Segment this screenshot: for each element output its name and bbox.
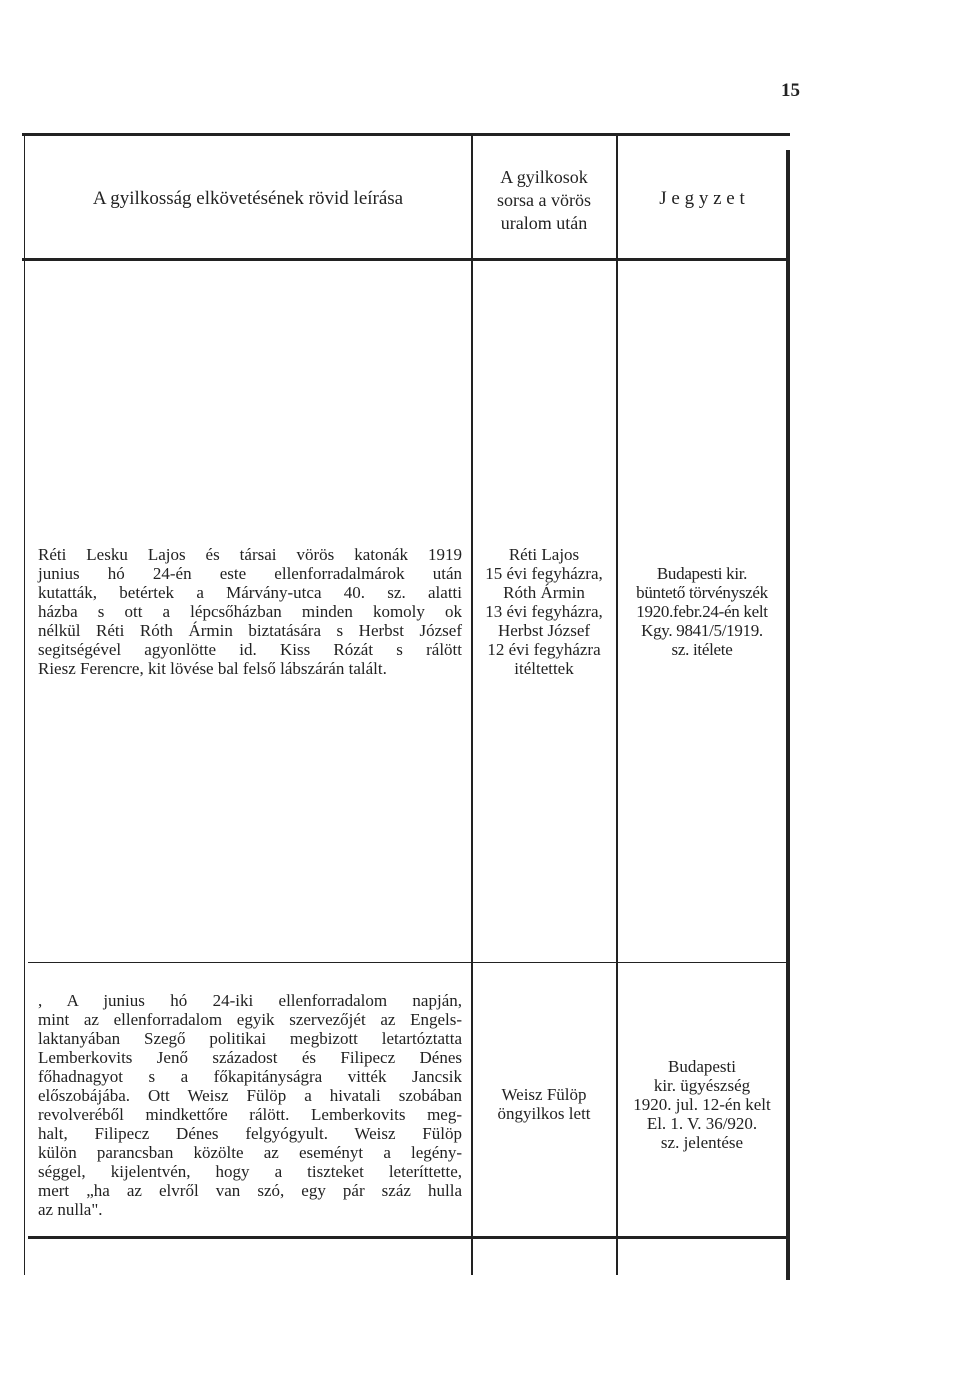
note-line: sz. itélete xyxy=(671,640,733,659)
page-number: 15 xyxy=(781,80,800,101)
row2-note xyxy=(618,1057,786,1152)
note-line: Kgy. 9841/5/1919. xyxy=(641,621,763,640)
note-line: 1920.febr.24-én kelt xyxy=(636,602,768,621)
note-line: 1920. jul. 12-én kelt xyxy=(633,1095,771,1114)
description-line: Riesz Ferencre, kit lövése bal felső lábszárán talált. xyxy=(38,659,387,678)
fate-line: Róth Ármin xyxy=(503,583,585,602)
description-line: külön parancsban közölte az eseményt a legény- xyxy=(38,1143,462,1162)
fate-line: itéltettek xyxy=(514,659,574,678)
header-note-text: J e g y z e t xyxy=(659,188,745,209)
description-line: az nulla". xyxy=(38,1200,103,1219)
table-right-rule xyxy=(786,150,790,1280)
description-line: halt, Filipecz Dénes felgyógyult. Weisz Fülöp xyxy=(38,1124,462,1143)
description-line: mert „ha az elvről van szó, egy pár száz hulla xyxy=(38,1181,462,1200)
header-fate xyxy=(473,166,615,235)
description-line: Réti Lesku Lajos és társai vörös katonák 1919 xyxy=(38,545,462,564)
description-line: Lemberkovits Jenő századost és Filipecz Dénes xyxy=(38,1048,462,1067)
fate-line: 15 évi fegyházra, xyxy=(485,564,603,583)
description-line: junius hó 24-én este ellenforradalmárok után xyxy=(38,564,462,583)
row2-fate xyxy=(473,1085,615,1123)
header-fate-line: sorsa a vörös xyxy=(497,190,591,210)
note-line: El. 1. V. 36/920. xyxy=(646,1114,758,1133)
description-line: előszobájába. Ott Weisz Fülöp a hivatali szobában xyxy=(38,1086,462,1105)
fate-line: Réti Lajos xyxy=(508,545,580,564)
header-fate-line: A gyilkosok xyxy=(500,167,588,187)
fate-line: Weisz Fülöp xyxy=(501,1085,587,1104)
row1-fate xyxy=(473,545,615,678)
note-line: Budapesti xyxy=(668,1057,736,1076)
description-line: séggel, kijelentvén, hogy a tiszteket leteríttette, xyxy=(38,1162,462,1181)
header-fate-line: uralom után xyxy=(500,213,588,233)
note-line: büntető törvényszék xyxy=(636,583,768,602)
note-line: kir. ügyészség xyxy=(653,1076,751,1095)
table-bottom-rule xyxy=(28,1236,790,1239)
header-bottom-rule xyxy=(22,258,790,261)
description-line: revolveréből mindkettőre rálött. Lemberkovits meg- xyxy=(38,1105,462,1124)
table-top-rule xyxy=(22,133,790,136)
description-line: nélkül Réti Róth Ármin biztatására s Herbst József xyxy=(38,621,462,640)
fate-line: 12 évi fegyházra xyxy=(487,640,601,659)
note-line: Budapesti kir. xyxy=(656,564,748,583)
fate-line: Herbst József xyxy=(497,621,591,640)
row1-description xyxy=(38,545,462,678)
table-left-rule xyxy=(24,135,25,1275)
row-divider-rule xyxy=(28,962,790,963)
row1-note xyxy=(618,564,786,659)
header-description-text: A gyilkosság elkövetésének rövid leírása xyxy=(92,188,404,209)
note-line: sz. jelentése xyxy=(660,1133,744,1152)
description-line: mint az ellenforradalom egyik szervezőjét az Engels- xyxy=(38,1010,462,1029)
description-line: laktanyában Szegő politikai megbizott letartóztatta xyxy=(38,1029,462,1048)
header-description xyxy=(26,187,470,210)
fate-line: öngyilkos lett xyxy=(497,1104,591,1123)
header-note xyxy=(618,187,786,210)
description-line: , A junius hó 24-iki ellenforradalom napján, xyxy=(38,991,462,1010)
row2-description xyxy=(38,991,462,1219)
description-line: házba s ott a lépcsőházban minden komoly ok xyxy=(38,602,462,621)
description-line: kutatták, betértek a Márvány-utca 40. sz. alatti xyxy=(38,583,462,602)
fate-line: 13 évi fegyházra, xyxy=(485,602,603,621)
description-line: segitségével agyonlötte id. Kiss Rózát s rálött xyxy=(38,640,462,659)
description-line: főhadnagyot s a főkapitányságra vitték Jancsik xyxy=(38,1067,462,1086)
